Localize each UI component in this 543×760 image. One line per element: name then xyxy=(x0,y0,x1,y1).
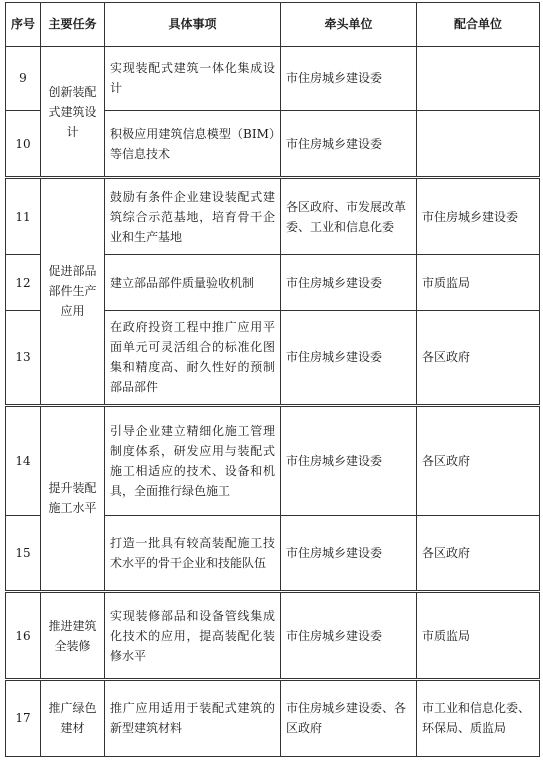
row-number: 13 xyxy=(6,311,41,405)
coop-unit: 市质监局 xyxy=(417,255,540,311)
header-no: 序号 xyxy=(6,3,41,47)
specific-item: 建立部品部件质量验收机制 xyxy=(105,255,281,311)
specific-item: 积极应用建筑信息模型（BIM）等信息技术 xyxy=(105,110,281,177)
row-number: 10 xyxy=(6,110,41,177)
row-number: 14 xyxy=(6,405,41,516)
main-task: 推进建筑全装修 xyxy=(41,592,105,679)
coop-unit: 各区政府 xyxy=(417,311,540,405)
row-number: 9 xyxy=(6,47,41,111)
lead-unit: 市住房城乡建设委 xyxy=(281,405,417,516)
header-task: 主要任务 xyxy=(41,3,105,47)
coop-unit: 各区政府 xyxy=(417,405,540,516)
task-table xyxy=(5,2,540,757)
lead-unit: 市住房城乡建设委 xyxy=(281,592,417,679)
lead-unit: 市住房城乡建设委 xyxy=(281,47,417,111)
specific-item: 实现装修部品和设备管线集成化技术的应用，提高装配化装修水平 xyxy=(105,592,281,679)
table-row xyxy=(6,679,540,756)
specific-item: 鼓励有条件企业建设装配式建筑综合示范基地，培育骨干企业和生产基地 xyxy=(105,178,281,255)
lead-unit: 市住房城乡建设委 xyxy=(281,110,417,177)
table-row xyxy=(6,592,540,679)
row-number: 11 xyxy=(6,178,41,255)
specific-item: 实现装配式建筑一体化集成设计 xyxy=(105,47,281,111)
main-task: 推广绿色建材 xyxy=(41,679,105,756)
header-coop: 配合单位 xyxy=(417,3,540,47)
row-number: 16 xyxy=(6,592,41,679)
header-item: 具体事项 xyxy=(105,3,281,47)
coop-unit: 市质监局 xyxy=(417,592,540,679)
table-row xyxy=(6,47,540,111)
header-lead: 牵头单位 xyxy=(281,3,417,47)
main-task: 促进部品部件生产应用 xyxy=(41,178,105,406)
coop-unit xyxy=(417,110,540,177)
lead-unit: 各区政府、市发展改革委、工业和信息化委 xyxy=(281,178,417,255)
lead-unit: 市住房城乡建设委 xyxy=(281,311,417,405)
coop-unit: 市住房城乡建设委 xyxy=(417,178,540,255)
coop-unit xyxy=(417,47,540,111)
row-number: 15 xyxy=(6,516,41,592)
main-task: 提升装配施工水平 xyxy=(41,405,105,592)
lead-unit: 市住房城乡建设委 xyxy=(281,516,417,592)
specific-item: 引导企业建立精细化施工管理制度体系，研发应用与装配式施工相适应的技术、设备和机具，全面推行绿色施工 xyxy=(105,405,281,516)
row-number: 17 xyxy=(6,679,41,756)
specific-item: 在政府投资工程中推广应用平面单元可灵活组合的标准化图集和精度高、耐久性好的预制部品部件 xyxy=(105,311,281,405)
coop-unit: 各区政府 xyxy=(417,516,540,592)
main-task: 创新装配式建筑设计 xyxy=(41,47,105,178)
coop-unit: 市工业和信息化委、环保局、质监局 xyxy=(417,679,540,756)
specific-item: 推广应用适用于装配式建筑的新型建筑材料 xyxy=(105,679,281,756)
lead-unit: 市住房城乡建设委、各区政府 xyxy=(281,679,417,756)
table-row xyxy=(6,178,540,255)
specific-item: 打造一批具有较高装配施工技术水平的骨干企业和技能队伍 xyxy=(105,516,281,592)
table-row xyxy=(6,405,540,516)
lead-unit: 市住房城乡建设委 xyxy=(281,255,417,311)
header-row xyxy=(6,3,540,47)
row-number: 12 xyxy=(6,255,41,311)
